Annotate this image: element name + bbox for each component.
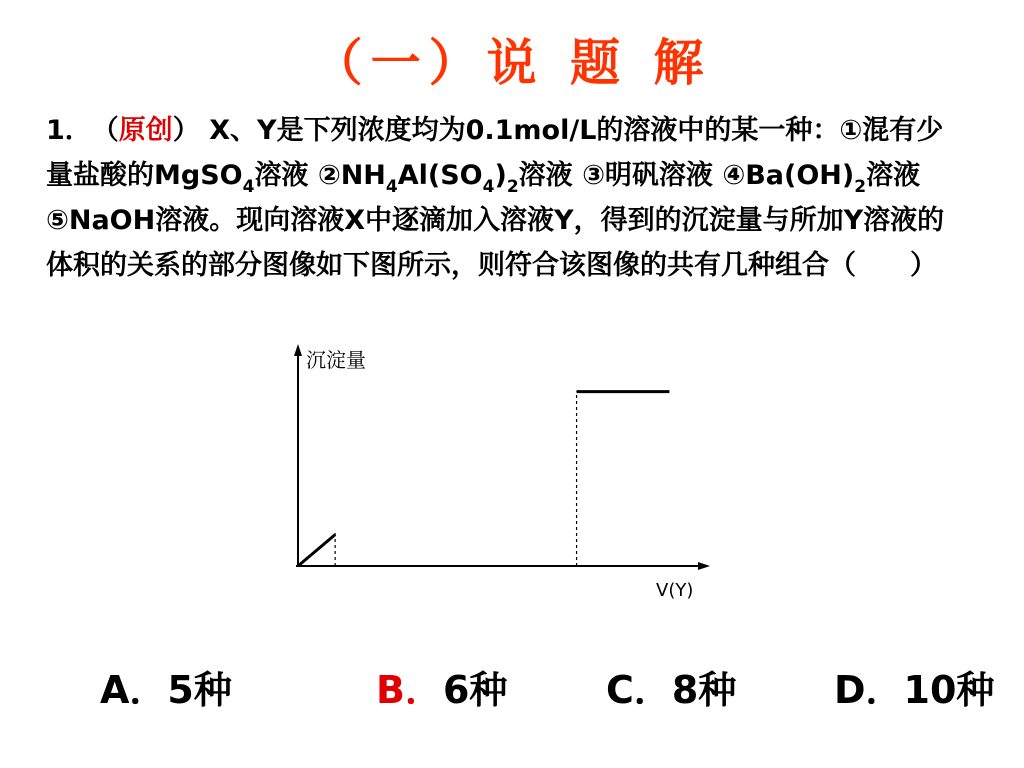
y-axis-arrow xyxy=(294,344,302,356)
tag-open: （ xyxy=(105,115,119,146)
question-text xyxy=(46,108,966,288)
chart-marks xyxy=(298,392,669,566)
x-axis-arrow xyxy=(698,562,710,570)
question-part-2: 溶液 ②NH xyxy=(254,160,386,191)
option-d-letter: D． xyxy=(834,668,904,712)
subscript-5: 2 xyxy=(854,177,867,197)
slide-title: （一）说 题 解 xyxy=(312,34,712,92)
subscript-3: 4 xyxy=(482,177,495,197)
question-number: 1． xyxy=(46,115,79,146)
question-part-5: 溶液 ③明矾溶液 ④Ba(OH) xyxy=(518,160,855,191)
precipitate-chart xyxy=(284,338,714,600)
option-c[interactable] xyxy=(606,660,736,720)
option-a[interactable] xyxy=(100,660,232,720)
subscript-2: 4 xyxy=(385,177,398,197)
option-c-letter: C． xyxy=(606,668,672,712)
question-part-6: 溶液 ⑤NaOH溶液。现向溶液X中逐滴加入溶液Y，得到的沉淀量与所加Y溶液的体积的关系的部分图像如下图所示，则符合该图像的共有几种组合（ ） xyxy=(46,160,945,281)
option-d-value: 10种 xyxy=(903,668,995,712)
option-c-value: 8种 xyxy=(671,668,737,712)
original-tag: 原创 xyxy=(118,115,173,146)
x-axis-label: V(Y) xyxy=(656,580,694,600)
option-d[interactable] xyxy=(834,660,994,720)
data-segment-1 xyxy=(298,535,335,566)
option-b[interactable] xyxy=(376,660,507,720)
subscript-4: 2 xyxy=(506,177,519,197)
question-part-3: Al(SO xyxy=(397,160,483,191)
chart-svg xyxy=(284,338,714,600)
question-part-4: ) xyxy=(494,160,507,191)
option-b-letter: B． xyxy=(376,668,443,712)
option-a-letter: A． xyxy=(100,668,168,712)
option-b-value: 6种 xyxy=(442,668,508,712)
option-a-value: 5种 xyxy=(167,668,232,712)
question-part-1: X、Y是下列浓度均为0.1mol/L的溶液中的某一种：①混有少量盐酸的MgSO xyxy=(46,115,944,191)
y-axis-label: 沉淀量 xyxy=(306,348,366,372)
tag-close: ） xyxy=(172,115,200,146)
subscript-1: 4 xyxy=(242,177,255,197)
answer-options xyxy=(0,660,1024,720)
